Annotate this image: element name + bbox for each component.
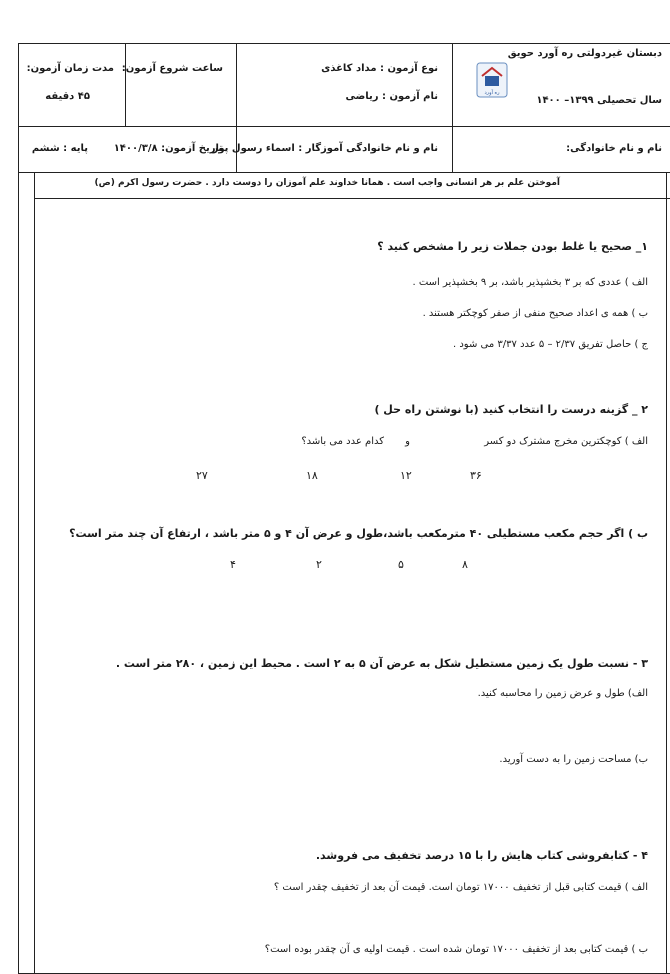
header-row2-divider-2 — [452, 126, 453, 172]
q1-b: ب ) همه ی اعداد صحیح منفی از صفر کوچکتر هستند . — [422, 308, 648, 319]
header-row-divider — [18, 126, 670, 127]
grade: پایه : ششم — [31, 143, 88, 154]
q2-a-and: و — [405, 436, 410, 447]
q4-b: ب ) قیمت کتابی بعد از تخفیف ۱۷۰۰۰ تومان شده است . قیمت اولیه ی آن چقدر بوده است؟ — [264, 944, 648, 955]
q2-a-option: ۱۲ — [400, 469, 412, 482]
motto: آموختن علم بر هر انسانی واجب است . همانا خداوند علم آموزان را دوست دارد . حضرت رسول اکرم (ص) — [94, 178, 560, 188]
teacher-name: نام و نام خانوادگی آموزگار : اسماء رسول پور — [212, 143, 438, 154]
q3-a: الف) طول و عرض زمین را محاسبه کنید. — [477, 688, 648, 699]
q1-c: ج ) حاصل تفریق ۲/۳۷ – ۵ عدد ۳/۳۷ می شود . — [453, 339, 648, 350]
q1-title: ۱_ صحیح یا غلط بودن جملات زیر را مشخص کنید ؟ — [377, 240, 648, 253]
duration-value: ۴۵ دقیقه — [45, 91, 90, 102]
q2-b-option: ۴ — [230, 558, 236, 571]
school-name: دبستان غیردولتی ره آورد حویق — [507, 48, 662, 59]
q2-b-option: ۲ — [316, 558, 322, 571]
academic-year: سال تحصیلی ۱۳۹۹– ۱۴۰۰ — [536, 95, 662, 106]
q2-b-option: ۸ — [462, 558, 468, 571]
exam-name: نام آزمون : ریاضی — [345, 91, 438, 102]
q2-a-option: ۱۸ — [306, 469, 318, 482]
header-bottom-border — [18, 172, 670, 173]
q4-a: الف ) قیمت کتابی قبل از تخفیف ۱۷۰۰۰ تومان است. قیمت آن بعد از تخفیف چقدر است ؟ — [273, 882, 648, 893]
start-time-label: ساعت شروع آزمون: — [121, 63, 223, 74]
exam-date: تاریخ آزمون: ۱۴۰۰/۳/۸ — [113, 143, 223, 154]
q4-title: ۴ - کتابفروشی کتاب هایش را با ۱۵ درصد تخفیف می فروشد. — [315, 849, 648, 862]
q3-title: ۳ - نسبت طول یک زمین مستطیل شکل به عرض آن ۵ به ۲ است . محیط این زمین ، ۲۸۰ متر است . — [115, 657, 648, 670]
page-left-border — [18, 43, 19, 973]
header-col-divider-3 — [452, 43, 453, 126]
header-col-divider-1 — [125, 43, 126, 126]
q2-b: ب ) اگر حجم مکعب مستطیلی ۴۰ مترمکعب باشد،طول و عرض آن ۴ و ۵ متر باشد ، ارتفاع آن چند متر است؟ — [69, 527, 648, 540]
student-name-label: نام و نام خانوادگی: — [566, 143, 662, 154]
duration-label: مدت زمان آزمون: — [26, 63, 114, 74]
exam-type: نوع آزمون : مداد کاغذی — [321, 63, 438, 74]
q2-b-option: ۵ — [398, 558, 404, 571]
q2-a-suffix: کدام عدد می باشد؟ — [301, 436, 384, 447]
header-top-border — [18, 43, 670, 44]
q2-a-prefix: الف ) کوچکترین مخرج مشترک دو کسر — [484, 436, 648, 447]
content-right-border — [666, 172, 667, 974]
q2-a-option: ۲۷ — [196, 469, 208, 482]
q2-a-option: ۳۶ — [470, 469, 482, 482]
school-logo — [474, 60, 510, 100]
q3-b: ب) مساحت زمین را به دست آورید. — [499, 754, 648, 765]
logo-text: ره آورد — [484, 90, 500, 96]
content-left-border — [34, 172, 35, 974]
motto-bottom-border — [34, 198, 670, 199]
header-col-divider-2 — [236, 43, 237, 126]
q1-a: الف ) عددی که بر ۳ بخشپذیر باشد، بر ۹ بخشپذیر است . — [412, 277, 648, 288]
q2-title: ۲ _ گزینه درست را انتخاب کنید (با نوشتن راه حل ) — [374, 403, 648, 416]
